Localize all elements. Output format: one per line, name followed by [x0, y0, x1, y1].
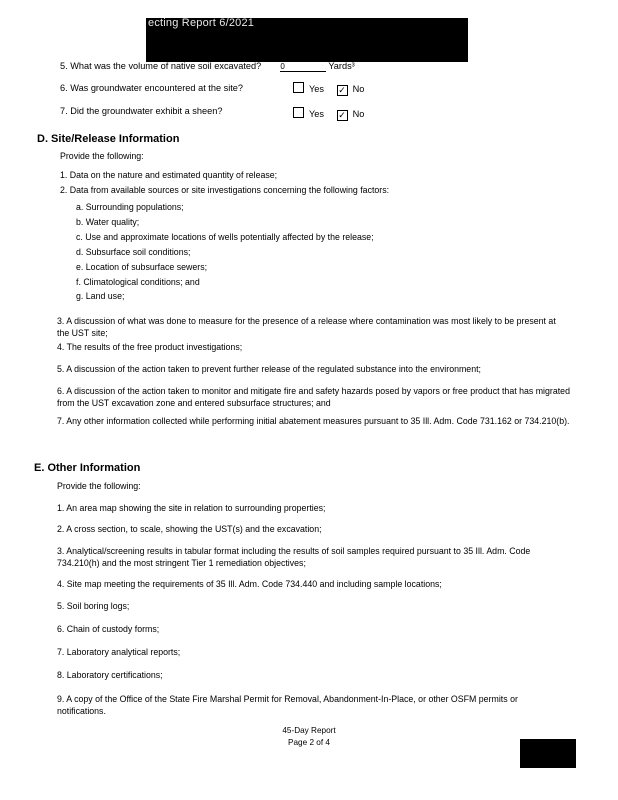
section-e-item-2: 2. A cross section, to scale, showing the UST(s) and the excavation;: [57, 524, 322, 534]
section-d-item-5: 5. A discussion of the action taken to prevent further release of the regulated substance into the environment;: [57, 364, 481, 374]
section-e-item-1: 1. An area map showing the site in relation to surrounding properties;: [57, 503, 326, 513]
groundwater-no-checkbox[interactable]: ✓: [338, 85, 346, 95]
section-d-subitem-b: b. Water quality;: [76, 217, 140, 227]
sheen-no-checkbox[interactable]: ✓: [338, 110, 346, 120]
question-7: 7. Did the groundwater exhibit a sheen?: [60, 106, 223, 116]
groundwater-yes-checkbox[interactable]: [293, 82, 304, 93]
section-e-intro: Provide the following:: [57, 481, 141, 491]
question-6-options: Yes ✓ No: [293, 82, 364, 96]
section-e-title: E. Other Information: [34, 462, 141, 474]
section-e-item-6: 6. Chain of custody forms;: [57, 624, 160, 634]
soil-volume-unit: Yards³: [328, 61, 355, 71]
section-d-subitem-d: d. Subsurface soil conditions;: [76, 247, 191, 257]
header-overlay-text: ecting Report 6/2021: [148, 17, 255, 29]
section-d-subitem-c: c. Use and approximate locations of wells potentially affected by the release;: [76, 232, 374, 242]
section-e-item-9: 9. A copy of the Office of the State Fire Marshal Permit for Removal, Abandonment-In-Place, or other OSFM permits or notifications.: [57, 694, 518, 716]
question-6: 6. Was groundwater encountered at the site?: [60, 83, 244, 93]
section-d-subitem-e: e. Location of subsurface sewers;: [76, 262, 208, 272]
section-d-item-7: 7. Any other information collected while performing initial abatement measures pursuant to 35 Ill. Adm. Code 731.162 or 734.210(b).: [57, 416, 570, 426]
section-e-item-8: 8. Laboratory certifications;: [57, 670, 163, 680]
sheen-yes-checkbox[interactable]: [293, 107, 304, 118]
section-d-subitem-a: a. Surrounding populations;: [76, 202, 184, 212]
section-e-item-3: 3. Analytical/screening results in tabular format including the results of soil samples required pursuant to 35 Ill. Adm. Code 734.210(h) and the most stringent Tier 1 remediation objectives;: [57, 546, 531, 568]
soil-volume-field[interactable]: 0: [280, 61, 326, 72]
section-d-item-3: 3. A discussion of what was done to measure for the presence of a release where contamination was most likely to be present at the UST site;: [57, 316, 556, 338]
section-d-item-1: 1. Data on the nature and estimated quantity of release;: [60, 170, 278, 180]
section-d-intro: Provide the following:: [60, 151, 144, 161]
section-d-item-6: 6. A discussion of the action taken to monitor and mitigate fire and safety hazards posed by vapors or free product that has migrated from the UST excavation zone and entered subsurface structures; and: [57, 386, 570, 408]
section-d-item-4: 4. The results of the free product investigations;: [57, 342, 243, 352]
footer-page-number: Page 2 of 4: [288, 738, 330, 747]
section-d-item-2: 2. Data from available sources or site investigations concerning the following factors:: [60, 185, 390, 195]
question-7-options: Yes ✓ No: [293, 107, 364, 121]
section-e-item-5: 5. Soil boring logs;: [57, 601, 130, 611]
redaction-block-bottom: [520, 739, 576, 768]
footer-report-title: 45-Day Report: [282, 726, 336, 735]
section-d-subitem-f: f. Climatological conditions; and: [76, 277, 200, 287]
section-e-item-4: 4. Site map meeting the requirements of 35 Ill. Adm. Code 734.440 and including sample locations;: [57, 579, 442, 589]
question-5: 5. What was the volume of native soil excavated? 0 Yards³: [60, 61, 355, 71]
section-d-subitem-g: g. Land use;: [76, 291, 125, 301]
section-e-item-7: 7. Laboratory analytical reports;: [57, 647, 181, 657]
section-d-title: D. Site/Release Information: [37, 133, 180, 145]
